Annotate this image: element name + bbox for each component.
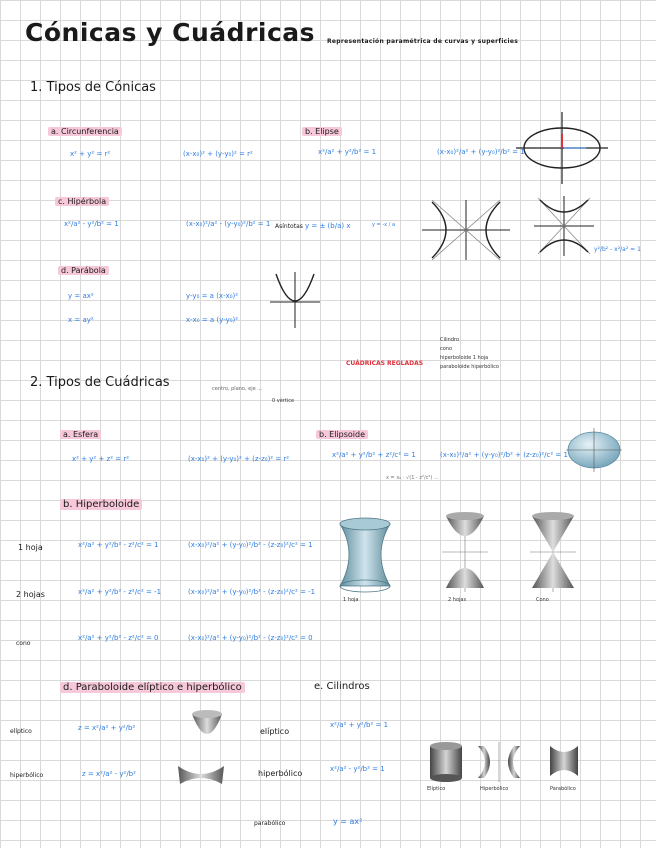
hiperboloide-row-eq1: x²/a² + y²/b² - z²/c² = -1 — [78, 588, 162, 596]
elipse-eq2: (x-x₀)²/a² + (y-y₀)²/b² = 1 — [437, 148, 525, 156]
elliptic-cylinder-sketch — [426, 740, 466, 784]
hiperbola-eq2: (x-x₀)²/a² - (y-y₀)²/b² = 1 — [186, 220, 271, 228]
hiperbola-eq3: y²/b² - x²/a² = 1 — [594, 246, 641, 253]
circunferencia-label: a. Circunferencia — [48, 127, 122, 136]
paraboloide-row-name: hiperbólico — [10, 772, 44, 779]
elipsoide-eq2: (x-x₀)²/a² + (y-y₀)²/b² + (z-z₀)²/c² = 1 — [440, 451, 568, 459]
hiperboloide-label: b. Hiperboloide — [60, 499, 142, 510]
cylinder-caption: Hiperbólico — [480, 786, 509, 792]
hyperboloid-caption: Cono — [536, 597, 549, 603]
circunferencia-eq2: (x-x₀)² + (y-y₀)² = r² — [183, 150, 253, 158]
regladas-label: CUÁDRICAS REGLADAS — [346, 360, 424, 367]
asintotas-eq: y = ± (b/a) x — [305, 222, 351, 230]
paraboloide-row-eq: z = x²/a² + y²/b² — [78, 724, 136, 732]
cilindros-label: e. Cilindros — [314, 681, 370, 692]
hiperboloide-row-eq2: (x-x₀)²/a² + (y-y₀)²/b² - (z-z₀)²/c² = 0 — [188, 634, 313, 642]
parabola-eq3: y-y₀ = a (x-x₀)² — [186, 292, 239, 300]
cylinder-caption: Elíptico — [427, 786, 446, 792]
hiperbola-label: c. Hipérbola — [55, 197, 109, 206]
elipse-label: b. Elipse — [302, 127, 342, 136]
elipsoide-note: x = x₀ · √(1 - z²/c²) ... — [386, 475, 439, 481]
regladas-item-0: Cilindro — [440, 337, 460, 343]
parabola-eq4: x-x₀ = a (y-y₀)² — [186, 316, 239, 324]
cilindros-row-name: elíptico — [260, 727, 290, 736]
hyperboloid-caption: 1 hoja — [343, 597, 359, 603]
hyperbola-vertical-sketch — [534, 194, 594, 258]
hiperboloide-row-name: 1 hoja — [18, 543, 43, 552]
parabola-eq2: x = ay² — [68, 316, 94, 324]
esfera-eq1: x² + y² + z² = r² — [72, 455, 130, 463]
parabola-sketch — [270, 270, 320, 330]
hyperbola-sketch — [422, 196, 510, 264]
elliptic-paraboloid-sketch — [188, 708, 226, 750]
section-conicas-heading: 1. Tipos de Cónicas — [30, 80, 156, 95]
ellipsoid-sketch — [566, 428, 622, 472]
circunferencia-eq1: x² + y² = r² — [70, 150, 111, 158]
parabola-label: d. Parábola — [58, 266, 109, 275]
hiperboloide-row-eq1: x²/a² + y²/b² - z²/c² = 0 — [78, 634, 159, 642]
cuadricas-note2: 0 vértice — [272, 398, 295, 404]
section-cuadricas-heading: 2. Tipos de Cuádricas — [30, 375, 170, 390]
paraboloide-row-eq: z = x²/a² - y²/b² — [82, 770, 136, 778]
hyperbolic-paraboloid-sketch — [176, 758, 226, 788]
asintotas-side: y = -x / a — [372, 222, 396, 228]
cilindros-row-eq: x²/a² - y²/b² = 1 — [330, 765, 385, 773]
hyperbolic-cylinder-sketch — [474, 742, 524, 782]
regladas-item-3: paraboloide hiperbólico — [440, 364, 499, 370]
elipsoide-label: b. Elipsoide — [316, 430, 368, 439]
cylinder-caption: Parabólico — [550, 786, 576, 792]
hiperboloide-row-name: 2 hojas — [16, 590, 45, 599]
esfera-label: a. Esfera — [60, 430, 101, 439]
hyperboloid-two-sheets-sketch — [440, 512, 490, 592]
hiperboloide-row-eq1: x²/a² + y²/b² - z²/c² = 1 — [78, 541, 159, 549]
cone-sketch — [528, 512, 578, 592]
esfera-eq2: (x-x₀)² + (y-y₀)² + (z-z₀)² = r² — [188, 455, 290, 463]
paraboloide-row-name: elíptico — [10, 728, 32, 735]
regladas-item-2: hiperboloide 1 hoja — [440, 355, 489, 361]
cilindros-row-name: hiperbólico — [258, 769, 303, 778]
cuadricas-note1: centro, plano, eje ... — [212, 386, 263, 392]
page-subtitle: Representación paramétrica de curvas y superficies — [327, 38, 519, 45]
paraboloide-label: d. Paraboloide elíptico e hiperbólico — [60, 682, 245, 693]
elipsoide-eq1: x²/a² + y²/b² + z²/c² = 1 — [332, 451, 416, 459]
asintotas-label: Asíntotas — [275, 223, 303, 230]
hiperboloide-row-eq2: (x-x₀)²/a² + (y-y₀)²/b² - (z-z₀)²/c² = 1 — [188, 541, 313, 549]
hiperboloide-row-name: cono — [16, 640, 31, 647]
hyperboloid-caption: 2 hojas — [448, 597, 467, 603]
parabolic-cylinder-sketch — [546, 742, 582, 782]
page-title: Cónicas y Cuádricas — [25, 18, 316, 47]
cilindros-row-name: parabólico — [254, 820, 286, 827]
parabola-eq1: y = ax² — [68, 292, 94, 300]
ellipse-sketch — [516, 112, 608, 184]
elipse-eq1: x²/a² + y²/b² = 1 — [318, 148, 377, 156]
regladas-item-1: cono — [440, 346, 453, 352]
hiperbola-eq1: x²/a² - y²/b² = 1 — [64, 220, 119, 228]
cilindros-row-eq: x²/a² + y²/b² = 1 — [330, 721, 389, 729]
cilindros-row-eq: y = ax² — [333, 817, 363, 826]
hiperboloide-row-eq2: (x-x₀)²/a² + (y-y₀)²/b² - (z-z₀)²/c² = -1 — [188, 588, 316, 596]
hyperboloid-one-sheet-sketch — [334, 514, 396, 594]
